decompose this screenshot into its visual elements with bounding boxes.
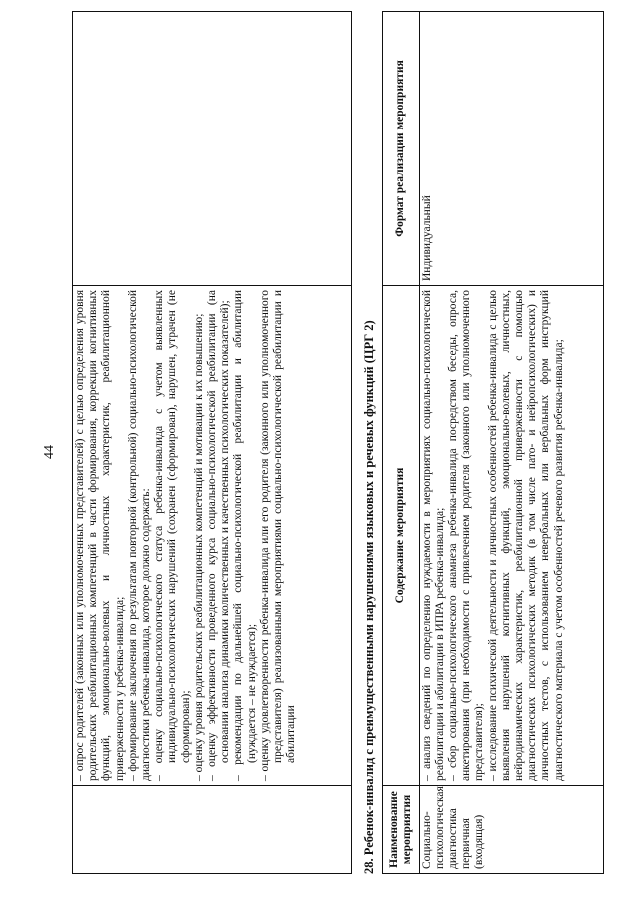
- section-title: 28. Ребенок-инвалид с преимущественными нарушениями языковых и речевых функций (ЦРГ 2): [362, 320, 376, 874]
- column-header-name: Наименование мероприятия: [383, 786, 420, 874]
- column-header-format: Формат реализации мероприятия: [383, 12, 420, 286]
- list-item: – оценку уровня родительских реабилитационных компетенций и мотивации к их повышению;: [192, 313, 205, 781]
- table-cell-format: Индивидуальный: [419, 12, 603, 286]
- column-header-content: Содержание мероприятия: [383, 286, 420, 786]
- page-number: 44: [42, 445, 57, 459]
- paragraph: – опрос родителей (законных или уполномоченных представителей) с целью определения уровня родительских реабилитационных компетенций в части формирования, коррекции когнитивных функций, эмоционально-волевых и личностных характеристик, реабилитационной приверженности у ребенка-инвалида;: [74, 290, 126, 781]
- list-item: – исследование психической деятельности и личностных особенностей ребенка-инвалида с целью выявления нарушений когнитивных функций, эмоционально-волевых, личностных, нейродинамических характеристик, реабилитационной приверженности с помощью диагностических психологических методик (в том числе пато- и нейропсихологических) и личностных тестов, с использованием невербальных или вербальных форм инструкций диагностического материала с учетом особенностей речевого развития ребенка-инвалида;: [486, 290, 565, 781]
- paragraph: – формирование заключения по результатам повторной (контрольной) социально-психологической диагностики ребенка-инвалида, которое должно содержать:: [126, 290, 153, 781]
- list-item: – анализ сведений по определению нуждаемости в мероприятиях социально-психологической реабилитации и абилитации в ИПРА ребенка-инвалида;: [420, 290, 446, 781]
- table-cell-content: [419, 286, 603, 786]
- list-item: – оценку удовлетворенности ребенка-инвалида или его родителя (законного или уполномоченного представителя) реализованными мероприятиями социально-психологической реабилитации и абилитации: [258, 290, 298, 781]
- table-cell-name: [73, 786, 352, 874]
- list-item: – оценку эффективности проведенного курса социально-психологической реабилитации (на основании анализа динамики количественных и качественных психологических показателей);: [206, 290, 232, 781]
- list-item: – оценку социально-психологического статуса ребенка-инвалида с учетом выявленных индивидуально-психологических нарушений (сохранен (сформирован), нарушен, утрачен (не сформирован);: [153, 290, 192, 781]
- measures-table: [382, 11, 604, 874]
- table-cell-content: [73, 286, 352, 786]
- continuation-table: [72, 11, 352, 874]
- table-row: [419, 12, 603, 874]
- table-cell-name: Социально-психологическая диагностика первичная (входящая): [419, 786, 603, 874]
- table-cell-format: [73, 12, 352, 286]
- list-item: – рекомендации по дальнейшей социально-психологической реабилитации и абилитации (нуждается – не нуждается);: [232, 290, 258, 781]
- list-item: – сбор социально-психологического анамнеза ребенка-инвалида посредством беседы, опроса, анкетирования (при необходимости с привлечением родителя (законного или уполномоченного представителя);: [446, 290, 486, 781]
- table-header-row: [383, 12, 420, 874]
- table-row: [73, 12, 352, 874]
